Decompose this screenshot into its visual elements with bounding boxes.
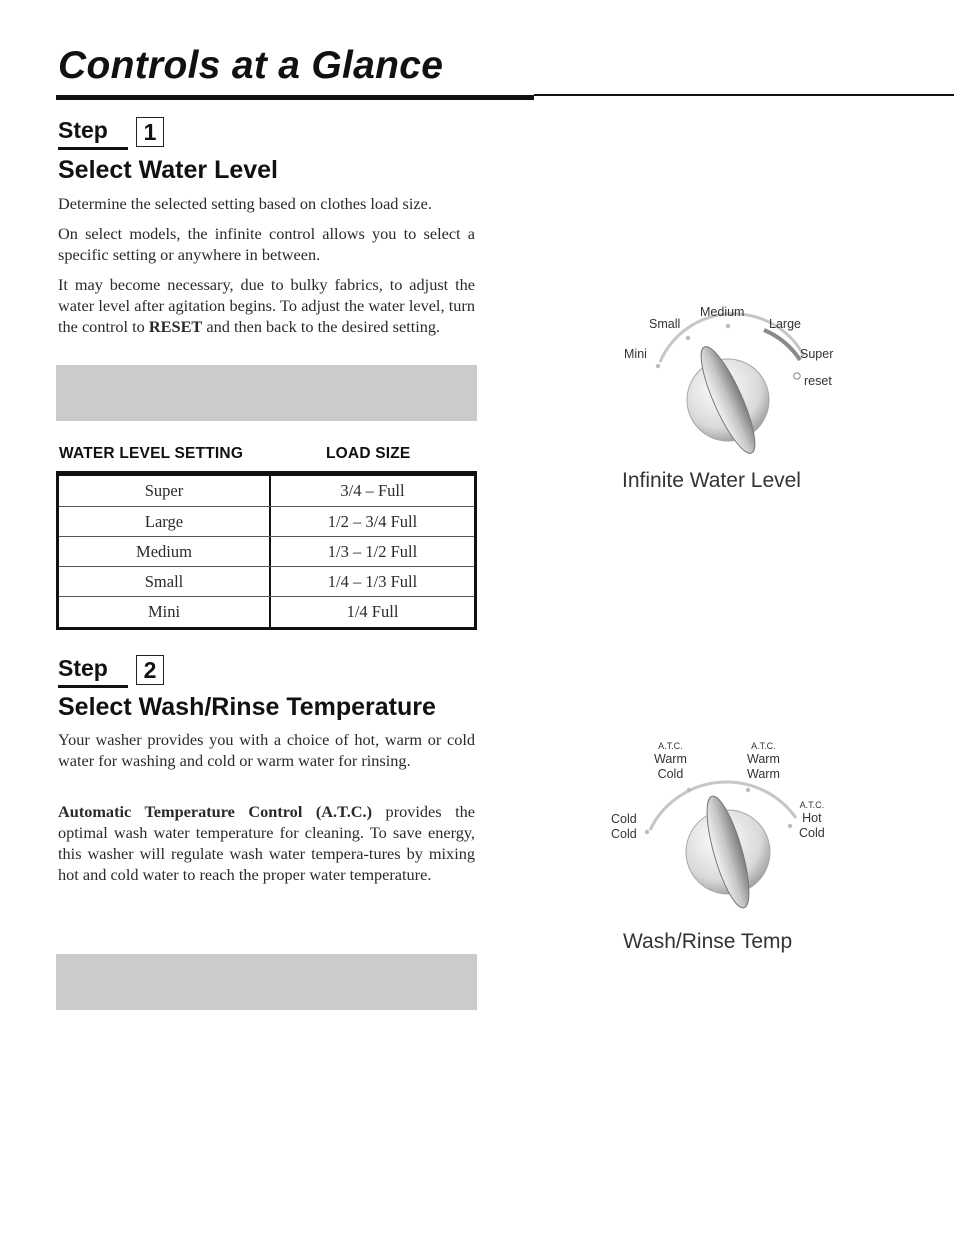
load-size-cell: 1/4 – 1/3 Full	[327, 572, 418, 591]
table-row	[59, 566, 474, 597]
step-1-underline	[58, 147, 128, 150]
step-2-number: 2	[136, 655, 164, 685]
step-1-word: Step	[58, 117, 108, 143]
dial-label-large: Large	[769, 317, 801, 331]
wash-rinse-dial-graphic	[600, 770, 860, 930]
table-row	[59, 506, 474, 537]
dial-label-super: Super	[800, 347, 834, 361]
table-header-water-level: WATER LEVEL SETTING	[59, 445, 244, 462]
step-2-paragraph-2: Automatic Temperature Control (A.T.C.) provides the optimal wash water temperature for cleaning. To save energy, this washer will regulate wash water tempera-tures by mixing hot and cold water to reach the proper water temperature.	[58, 802, 476, 884]
dial-label-atc-warm-cold: A.T.C. Warm Cold	[654, 741, 687, 781]
step-2-word: Step	[58, 655, 108, 681]
title-rule-thick	[56, 95, 534, 100]
table-row	[59, 476, 474, 506]
dial-label-medium: Medium	[700, 305, 745, 319]
water-level-table	[56, 471, 477, 630]
load-size-cell: 1/3 – 1/2 Full	[327, 542, 418, 561]
step-2-underline	[58, 685, 128, 688]
setting-cell: Super	[144, 481, 184, 500]
title-rule-thin	[534, 94, 954, 96]
step-2-heading: Select Wash/Rinse Temperature	[58, 693, 436, 721]
setting-cell: Small	[144, 572, 184, 591]
step-1-number: 1	[136, 117, 164, 147]
atc-term: Automatic Temperature Control (A.T.C.)	[58, 802, 373, 821]
setting-cell: Mini	[147, 602, 181, 621]
setting-cell: Large	[144, 512, 184, 531]
table-header-load-size: LOAD SIZE	[326, 445, 411, 462]
step-1-paragraph-1: Determine the selected setting based on clothes load size.	[58, 194, 432, 213]
step-1-heading: Select Water Level	[58, 156, 279, 184]
dial-label-cold-cold: Cold Cold	[611, 812, 637, 841]
setting-cell: Medium	[136, 542, 192, 561]
page-title: Controls at a Glance	[58, 44, 444, 87]
step-2-paragraph-1: Your washer provides you with a choice of hot, warm or cold water for washing and cold or warm water for rinsing.	[58, 730, 475, 770]
dial-label-atc-hot-cold: A.T.C. Hot Cold	[799, 800, 825, 840]
table-row	[59, 596, 474, 627]
load-size-cell: 1/4 Full	[346, 602, 399, 621]
dial-label-mini: Mini	[624, 347, 647, 361]
dial-label-small: Small	[649, 317, 681, 331]
load-size-cell: 3/4 – Full	[340, 481, 405, 500]
load-size-cell: 1/2 – 3/4 Full	[327, 512, 418, 531]
water-level-dial-caption: Infinite Water Level	[622, 469, 801, 492]
step-1-paragraph-3: It may become necessary, due to bulky fabrics, to adjust the water level after agitation begins. To adjust the water level, turn the control to RESET and then back to the desired setting.	[58, 275, 475, 336]
reset-keyword: RESET	[148, 317, 203, 336]
dial-label-reset: reset	[804, 374, 832, 388]
table-row	[59, 536, 474, 567]
step-2-note-box	[56, 954, 477, 1010]
step-1-note-box	[56, 365, 477, 421]
dial-label-atc-warm-warm: A.T.C. Warm Warm	[747, 741, 780, 781]
wash-rinse-dial-caption: Wash/Rinse Temp	[623, 930, 793, 953]
step-1-paragraph-2: On select models, the infinite control allows you to select a specific setting or anywhere in between.	[58, 224, 475, 264]
